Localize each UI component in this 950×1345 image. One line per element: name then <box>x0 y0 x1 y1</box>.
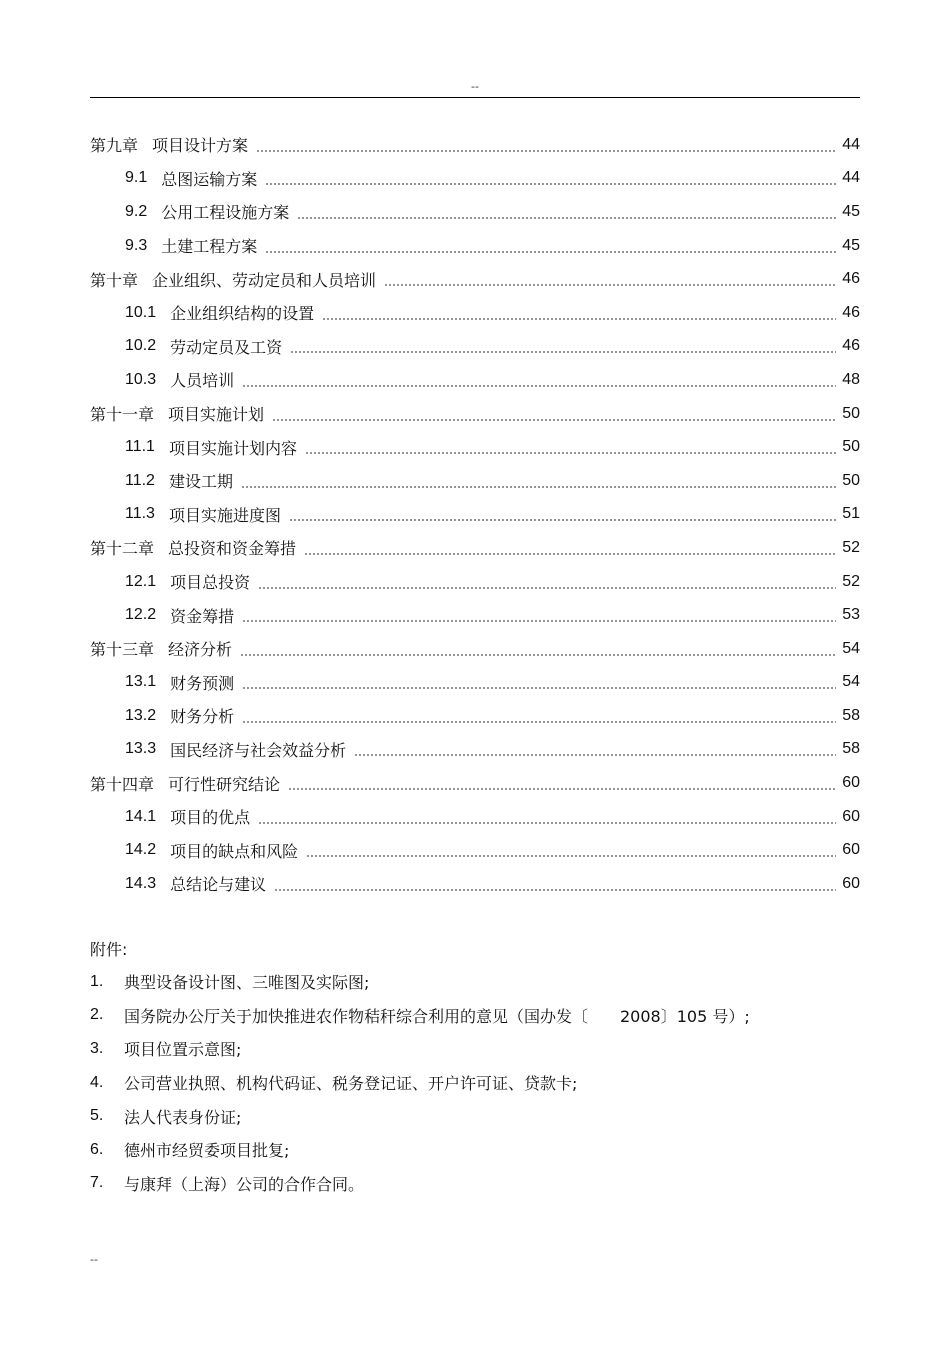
toc-dot-leader <box>242 680 836 690</box>
attachment-text: 德州市经贸委项目批复; <box>124 1141 290 1161</box>
toc-page-number: 58 <box>842 740 860 758</box>
toc-section-row[interactable] <box>90 598 860 632</box>
toc-page-number: 60 <box>842 841 860 859</box>
toc-number: 10.3 <box>125 370 157 388</box>
toc-number: 13.3 <box>125 740 157 758</box>
toc-number: 第十章 <box>90 272 139 290</box>
toc-number: 14.3 <box>125 874 157 892</box>
toc-title: 资金筹措 <box>170 606 235 626</box>
toc-title: 财务分析 <box>170 707 235 727</box>
toc-dot-leader <box>289 512 836 522</box>
toc-section-row[interactable] <box>90 699 860 733</box>
attachment-number: 5. <box>90 1107 104 1125</box>
toc-section-row[interactable] <box>90 162 860 196</box>
toc-dot-leader <box>288 781 836 791</box>
toc-title: 项目的缺点和风险 <box>170 841 299 861</box>
toc-section-row[interactable] <box>90 666 860 700</box>
toc-title: 总投资和资金筹措 <box>168 539 297 559</box>
toc-title: 企业组织、劳动定员和人员培训 <box>152 270 377 290</box>
attachment-number: 3. <box>90 1039 104 1057</box>
toc-page-number: 58 <box>842 706 860 724</box>
toc-chapter-row[interactable] <box>90 766 860 800</box>
toc-number: 第十四章 <box>90 776 155 794</box>
toc-dot-leader <box>304 546 836 556</box>
table-of-contents <box>90 128 860 901</box>
toc-page-number: 60 <box>842 774 860 792</box>
toc-title: 企业组织结构的设置 <box>170 304 315 324</box>
toc-title: 劳动定员及工资 <box>170 337 283 357</box>
toc-dot-leader <box>297 210 836 220</box>
toc-number: 10.1 <box>125 303 157 321</box>
toc-number: 13.2 <box>125 706 157 724</box>
toc-chapter-row[interactable] <box>90 397 860 431</box>
toc-section-row[interactable] <box>90 430 860 464</box>
toc-dot-leader <box>384 277 836 287</box>
toc-section-row[interactable] <box>90 800 860 834</box>
toc-number: 第十三章 <box>90 642 155 660</box>
toc-dot-leader <box>258 580 836 590</box>
toc-title: 财务预测 <box>170 673 235 693</box>
attachment-number: 7. <box>90 1174 104 1192</box>
toc-title: 项目的优点 <box>170 808 251 828</box>
toc-number: 12.1 <box>125 572 157 590</box>
toc-title: 项目实施计划 <box>168 405 265 425</box>
toc-page-number: 48 <box>842 370 860 388</box>
toc-title: 国民经济与社会效益分析 <box>170 740 347 760</box>
toc-dot-leader <box>241 479 836 489</box>
attachment-text: 国务院办公厅关于加快推进农作物秸秆综合利用的意见（国办发〔 2008〕105 号）; <box>124 1006 750 1026</box>
toc-page-number: 46 <box>842 337 860 355</box>
attachment-item <box>90 1167 860 1201</box>
footer-mark: -- <box>90 1253 98 1266</box>
toc-title: 可行性研究结论 <box>168 774 281 794</box>
toc-number: 第九章 <box>90 138 139 156</box>
toc-page-number: 50 <box>842 404 860 422</box>
attachment-item <box>90 1133 860 1167</box>
toc-section-row[interactable] <box>90 733 860 767</box>
toc-section-row[interactable] <box>90 296 860 330</box>
header-rule <box>90 97 860 98</box>
toc-page-number: 54 <box>842 673 860 691</box>
toc-section-row[interactable] <box>90 195 860 229</box>
toc-number: 11.2 <box>125 471 155 489</box>
toc-section-row[interactable] <box>90 363 860 397</box>
toc-page-number: 50 <box>842 471 860 489</box>
toc-section-row[interactable] <box>90 229 860 263</box>
attachment-item <box>90 965 860 999</box>
toc-page-number: 51 <box>842 505 860 523</box>
toc-page-number: 52 <box>842 538 860 556</box>
toc-page-number: 44 <box>842 169 860 187</box>
attachments-list <box>90 965 860 1200</box>
toc-page-number: 46 <box>842 303 860 321</box>
attachment-item <box>90 1066 860 1100</box>
toc-dot-leader <box>256 143 836 153</box>
toc-title: 项目实施计划内容 <box>168 438 297 458</box>
toc-title: 公用工程设施方案 <box>161 203 290 223</box>
attachments-title: 附件: <box>90 940 128 959</box>
toc-page-number: 60 <box>842 807 860 825</box>
toc-number: 14.2 <box>125 841 157 859</box>
toc-dot-leader <box>354 747 836 757</box>
toc-dot-leader <box>305 445 836 455</box>
toc-chapter-row[interactable] <box>90 632 860 666</box>
toc-dot-leader <box>322 311 836 321</box>
attachment-number: 1. <box>90 972 104 990</box>
attachment-item <box>90 999 860 1033</box>
toc-dot-leader <box>240 647 836 657</box>
toc-title: 土建工程方案 <box>161 237 258 257</box>
toc-chapter-row[interactable] <box>90 531 860 565</box>
toc-page-number: 53 <box>842 606 860 624</box>
toc-title: 总结论与建议 <box>170 875 267 895</box>
toc-section-row[interactable] <box>90 498 860 532</box>
toc-dot-leader <box>265 176 836 186</box>
toc-page-number: 44 <box>842 135 860 153</box>
toc-number: 14.1 <box>125 807 157 825</box>
toc-section-row[interactable] <box>90 833 860 867</box>
toc-page-number: 50 <box>842 438 860 456</box>
toc-number: 9.1 <box>125 169 148 187</box>
toc-dot-leader <box>258 815 836 825</box>
attachment-item <box>90 1099 860 1133</box>
toc-dot-leader <box>242 613 836 623</box>
toc-page-number: 52 <box>842 572 860 590</box>
attachments-section <box>90 935 860 1200</box>
attachment-text: 与康拜（上海）公司的合作合同。 <box>124 1174 365 1194</box>
toc-number: 13.1 <box>125 673 157 691</box>
toc-number: 第十二章 <box>90 541 155 559</box>
attachment-number: 4. <box>90 1073 104 1091</box>
toc-number: 12.2 <box>125 606 157 624</box>
toc-dot-leader <box>242 714 836 724</box>
toc-title: 人员培训 <box>170 371 235 391</box>
toc-title: 项目总投资 <box>170 573 251 593</box>
toc-page-number: 60 <box>842 874 860 892</box>
toc-title: 项目实施进度图 <box>168 505 281 525</box>
toc-dot-leader <box>274 882 836 892</box>
attachment-number: 2. <box>90 1006 104 1024</box>
toc-number: 9.3 <box>125 236 148 254</box>
toc-number: 11.1 <box>125 438 155 456</box>
toc-title: 建设工期 <box>168 472 233 492</box>
toc-chapter-row[interactable] <box>90 262 860 296</box>
toc-number: 11.3 <box>125 505 155 523</box>
toc-title: 项目设计方案 <box>152 136 249 156</box>
toc-dot-leader <box>242 378 836 388</box>
attachment-text: 典型设备设计图、三唯图及实际图; <box>124 973 370 993</box>
toc-page-number: 45 <box>842 202 860 220</box>
toc-dot-leader <box>272 412 836 422</box>
toc-dot-leader <box>265 244 836 254</box>
toc-chapter-row[interactable] <box>90 128 860 162</box>
toc-page-number: 54 <box>842 639 860 657</box>
toc-number: 10.2 <box>125 337 157 355</box>
toc-number: 9.2 <box>125 202 148 220</box>
toc-title: 经济分析 <box>168 640 233 660</box>
toc-dot-leader <box>306 848 836 858</box>
toc-section-row[interactable] <box>90 867 860 901</box>
toc-page-number: 46 <box>842 270 860 288</box>
toc-page-number: 45 <box>842 236 860 254</box>
header-mark: -- <box>471 80 479 93</box>
toc-dot-leader <box>290 344 836 354</box>
toc-title: 总图运输方案 <box>161 169 258 189</box>
toc-section-row[interactable] <box>90 464 860 498</box>
attachment-item <box>90 1032 860 1066</box>
attachment-text: 公司营业执照、机构代码证、税务登记证、开户许可证、贷款卡; <box>124 1074 578 1094</box>
toc-section-row[interactable] <box>90 330 860 364</box>
attachment-number: 6. <box>90 1140 104 1158</box>
toc-number: 第十一章 <box>90 407 155 425</box>
attachment-text: 法人代表身份证; <box>124 1107 242 1127</box>
toc-section-row[interactable] <box>90 565 860 599</box>
attachment-text: 项目位置示意图; <box>124 1040 242 1060</box>
